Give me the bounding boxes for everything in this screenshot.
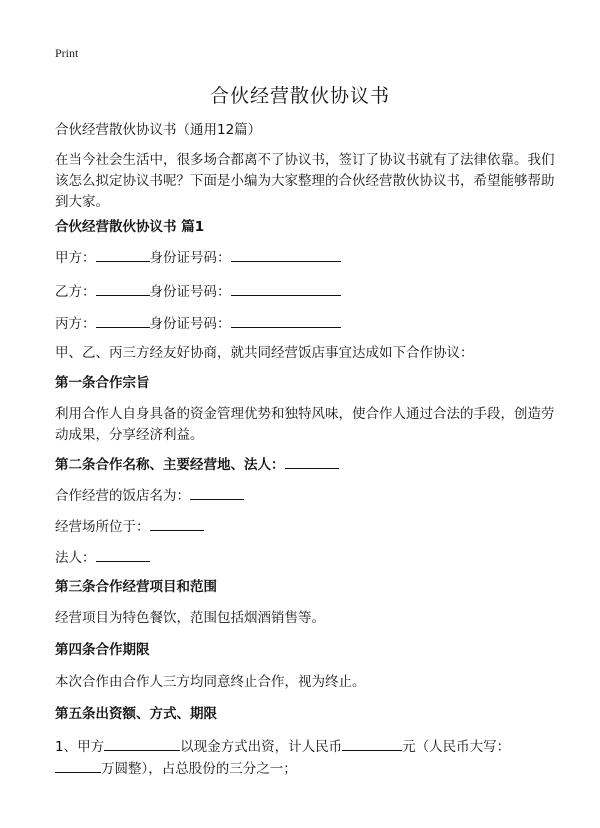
section-4-heading: 第四条合作期限 [55,642,150,658]
section-1-text: 利用合作人自身具备的资金管理优势和独特风味，使合作人通过合法的手段，创造劳动成果，分享经济利益。 [55,406,555,443]
restaurant-name-blank [190,485,244,500]
section-5-item-1-a: 1、甲方 [55,739,105,755]
legal-person-label: 法人： [55,550,96,566]
party-b-name-blank [96,281,150,296]
party-a-id-blank [231,247,341,262]
party-c-line [55,313,555,335]
section-5-item-1 [55,736,555,780]
amount-uppercase-blank [55,758,101,773]
location-label: 经营场所位于： [55,519,150,535]
print-link[interactable]: Print [55,46,79,60]
section-1-heading: 第一条合作宗旨 [55,375,150,391]
section-5-item-1-d: 万圆整），占总股份的三分之一； [101,761,297,777]
restaurant-name-line [55,485,555,507]
party-b-id-blank [231,281,341,296]
section-5-item-1-b: 以现金方式出资，计人民币 [180,739,343,755]
section-5-item-1-c: 元（人民币大写： [402,739,511,755]
section-3-text: 经营项目为特色餐饮，范围包括烟酒销售等。 [55,610,325,626]
amount-blank [342,736,402,751]
document-subtitle: 合伙经营散伙协议书（通用12篇） [55,122,262,138]
party-b-id-label: 身份证号码： [149,284,231,300]
article-heading: 合伙经营散伙协议书 篇1 [55,219,205,235]
location-line [55,516,555,538]
section-2-heading-blank [285,454,339,469]
party-c-name-blank [96,313,150,328]
section-2-heading-text: 第二条合作名称、主要经营地、法人： [55,457,285,473]
section-4-text: 本次合作由合作人三方均同意终止合作，视为终止。 [55,674,366,690]
location-blank [150,516,204,531]
section-2-heading [55,454,555,476]
party-a-id-label: 身份证号码： [149,250,231,266]
party-c-id-label: 身份证号码： [149,316,231,332]
section-3-heading: 第三条合作经营项目和范围 [55,579,217,595]
party-a-name-blank [96,247,150,262]
party-b-line [55,281,555,303]
agreement-intro: 甲、乙、丙三方经友好协商，就共同经营饭店事宜达成如下合作协议： [55,345,474,361]
restaurant-name-label: 合作经营的饭店名为： [55,488,190,504]
legal-person-blank [96,547,150,562]
party-a-line [55,247,555,269]
legal-person-line [55,547,555,569]
intro-paragraph: 在当今社会生活中，很多场合都离不了协议书，签订了协议书就有了法律依靠。我们该怎么拟定协议书呢？下面是小编为大家整理的合伙经营散伙协议书，希望能够帮助到大家。 [55,152,555,210]
party-c-label: 丙方： [55,316,96,332]
party-a-contribution-blank [104,736,180,751]
section-5-heading: 第五条出资额、方式、期限 [55,706,217,722]
party-b-label: 乙方： [55,284,96,300]
party-a-label: 甲方： [55,250,96,266]
party-c-id-blank [231,313,341,328]
document-title: 合伙经营散伙协议书 [209,85,390,107]
